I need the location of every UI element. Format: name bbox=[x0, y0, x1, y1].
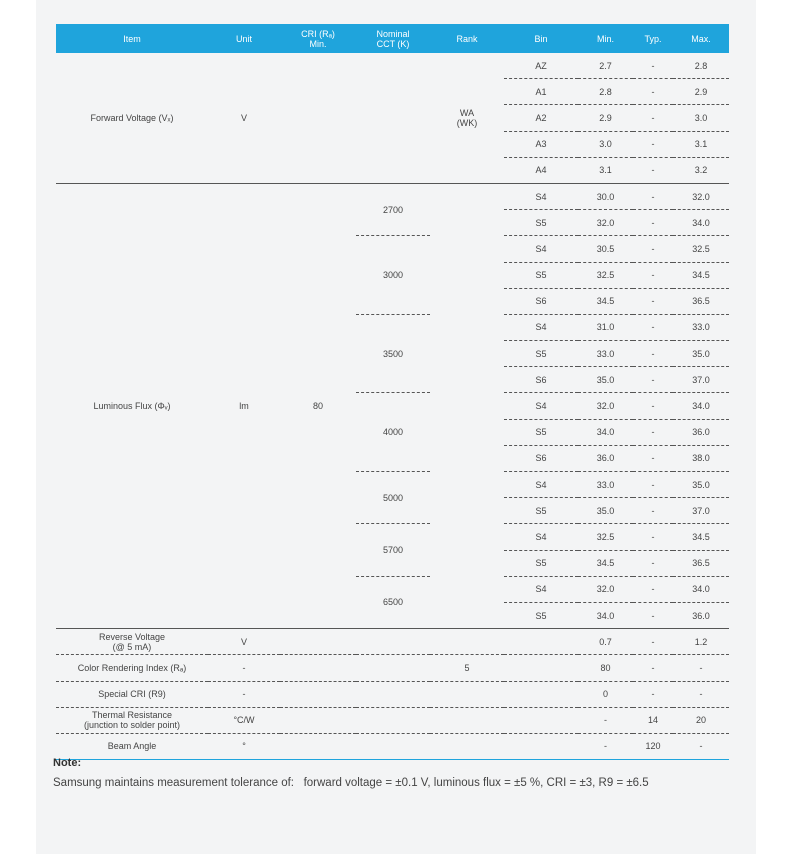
max-cell: 36.0 bbox=[673, 419, 729, 445]
cct-cell: 2700 bbox=[356, 183, 430, 235]
min-cell: 32.5 bbox=[578, 262, 633, 288]
max-cell: 2.9 bbox=[673, 79, 729, 105]
max-cell: 32.0 bbox=[673, 183, 729, 209]
bin-cell: A4 bbox=[504, 157, 578, 183]
typ-cell: - bbox=[633, 576, 673, 602]
header-item: Item bbox=[56, 24, 208, 53]
min-cell: 36.0 bbox=[578, 445, 633, 471]
bin-cell: AZ bbox=[504, 53, 578, 79]
rank-cell bbox=[430, 733, 504, 759]
min-cell: 30.0 bbox=[578, 183, 633, 209]
header-min: Min. bbox=[578, 24, 633, 53]
header-unit: Unit bbox=[208, 24, 280, 53]
cct-cell: 5000 bbox=[356, 472, 430, 524]
item-cell: Special CRI (R9) bbox=[56, 681, 208, 707]
bin-cell: S5 bbox=[504, 419, 578, 445]
unit-cell: - bbox=[208, 655, 280, 681]
table-row bbox=[56, 681, 729, 707]
bin-cell: S4 bbox=[504, 472, 578, 498]
min-cell: 32.0 bbox=[578, 576, 633, 602]
cct-cell: 5700 bbox=[356, 524, 430, 576]
max-cell: 35.0 bbox=[673, 472, 729, 498]
bin-cell: S6 bbox=[504, 445, 578, 471]
max-cell: 36.5 bbox=[673, 550, 729, 576]
cri-cell bbox=[280, 629, 356, 655]
item-cell bbox=[56, 707, 208, 733]
min-cell: 34.0 bbox=[578, 419, 633, 445]
table-row bbox=[56, 629, 729, 655]
max-cell: 35.0 bbox=[673, 341, 729, 367]
cct-cell bbox=[356, 707, 430, 733]
bin-cell: A3 bbox=[504, 131, 578, 157]
max-cell: 34.0 bbox=[673, 210, 729, 236]
item-cell: Color Rendering Index (Rₐ) bbox=[56, 655, 208, 681]
max-cell: - bbox=[673, 655, 729, 681]
lf-rank bbox=[430, 183, 504, 628]
max-cell: 34.5 bbox=[673, 524, 729, 550]
typ-cell: - bbox=[633, 183, 673, 209]
max-cell: 34.0 bbox=[673, 393, 729, 419]
bin-cell bbox=[504, 707, 578, 733]
min-cell: 3.1 bbox=[578, 157, 633, 183]
lf-item: Luminous Flux (Φᵥ) bbox=[56, 183, 208, 628]
fv-item: Forward Voltage (Vₓ) bbox=[56, 53, 208, 183]
typ-cell: - bbox=[633, 629, 673, 655]
header-cct-line2: CCT (K) bbox=[376, 38, 410, 49]
typ-cell: - bbox=[633, 602, 673, 628]
min-cell: 34.5 bbox=[578, 550, 633, 576]
min-cell: 33.0 bbox=[578, 341, 633, 367]
max-cell: 36.5 bbox=[673, 288, 729, 314]
rank-cell bbox=[430, 681, 504, 707]
bin-cell: S4 bbox=[504, 524, 578, 550]
typ-cell: - bbox=[633, 236, 673, 262]
typ-cell: - bbox=[633, 262, 673, 288]
min-cell: 2.7 bbox=[578, 53, 633, 79]
bin-cell: S4 bbox=[504, 183, 578, 209]
item-line2: (junction to solder point) bbox=[83, 720, 181, 731]
bin-cell: S4 bbox=[504, 393, 578, 419]
bin-cell bbox=[504, 681, 578, 707]
min-cell: - bbox=[578, 707, 633, 733]
fv-rank bbox=[430, 53, 504, 183]
min-cell: 0.7 bbox=[578, 629, 633, 655]
typ-cell: - bbox=[633, 524, 673, 550]
item-cell: Beam Angle bbox=[56, 733, 208, 759]
bin-cell: S5 bbox=[504, 210, 578, 236]
bin-cell: S5 bbox=[504, 262, 578, 288]
header-cct bbox=[356, 24, 430, 53]
table-row bbox=[56, 53, 729, 79]
min-cell: 35.0 bbox=[578, 498, 633, 524]
max-cell: - bbox=[673, 733, 729, 759]
min-cell: 32.0 bbox=[578, 210, 633, 236]
typ-cell: - bbox=[633, 288, 673, 314]
min-cell: 30.5 bbox=[578, 236, 633, 262]
item-cell bbox=[56, 629, 208, 655]
min-cell: 32.5 bbox=[578, 524, 633, 550]
bin-cell: S4 bbox=[504, 314, 578, 340]
min-cell: 80 bbox=[578, 655, 633, 681]
bin-cell: S5 bbox=[504, 341, 578, 367]
bin-cell: A1 bbox=[504, 79, 578, 105]
header-row bbox=[56, 24, 729, 53]
bin-cell: S5 bbox=[504, 498, 578, 524]
header-rank: Rank bbox=[430, 24, 504, 53]
min-cell: 2.9 bbox=[578, 105, 633, 131]
fv-unit: V bbox=[208, 53, 280, 183]
cct-cell: 6500 bbox=[356, 576, 430, 628]
bin-cell: S4 bbox=[504, 236, 578, 262]
max-cell: 37.0 bbox=[673, 498, 729, 524]
spec-table-body bbox=[56, 53, 729, 760]
cri-cell bbox=[280, 655, 356, 681]
cct-cell bbox=[356, 655, 430, 681]
typ-cell: - bbox=[633, 445, 673, 471]
min-cell: 3.0 bbox=[578, 131, 633, 157]
bin-cell: A2 bbox=[504, 105, 578, 131]
cri-cell bbox=[280, 707, 356, 733]
typ-cell: - bbox=[633, 79, 673, 105]
header-cri-line1: CRI (Rₐ) bbox=[301, 28, 335, 39]
cct-cell: 4000 bbox=[356, 393, 430, 472]
min-cell: - bbox=[578, 733, 633, 759]
max-cell: 33.0 bbox=[673, 314, 729, 340]
min-cell: 2.8 bbox=[578, 79, 633, 105]
item-line1: Thermal Resistance bbox=[91, 710, 173, 721]
bin-cell: S5 bbox=[504, 550, 578, 576]
typ-cell: 120 bbox=[633, 733, 673, 759]
table-row bbox=[56, 733, 729, 759]
max-cell: 37.0 bbox=[673, 367, 729, 393]
bin-cell: S6 bbox=[504, 288, 578, 314]
typ-cell: - bbox=[633, 472, 673, 498]
max-cell: 32.5 bbox=[673, 236, 729, 262]
max-cell: 34.0 bbox=[673, 576, 729, 602]
fv-rank-line2: (WK) bbox=[456, 117, 478, 128]
bin-cell bbox=[504, 629, 578, 655]
unit-cell: ° bbox=[208, 733, 280, 759]
cct-cell bbox=[356, 629, 430, 655]
max-cell: 1.2 bbox=[673, 629, 729, 655]
cct-cell: 3000 bbox=[356, 236, 430, 315]
max-cell: 34.5 bbox=[673, 262, 729, 288]
min-cell: 35.0 bbox=[578, 367, 633, 393]
unit-cell: °C/W bbox=[208, 707, 280, 733]
table-row bbox=[56, 655, 729, 681]
min-cell: 34.0 bbox=[578, 602, 633, 628]
bin-cell: S6 bbox=[504, 367, 578, 393]
unit-cell: V bbox=[208, 629, 280, 655]
min-cell: 31.0 bbox=[578, 314, 633, 340]
typ-cell: - bbox=[633, 53, 673, 79]
typ-cell: - bbox=[633, 498, 673, 524]
cct-cell bbox=[356, 681, 430, 707]
min-cell: 34.5 bbox=[578, 288, 633, 314]
item-line2: (@ 5 mA) bbox=[112, 641, 152, 652]
item-line1: Reverse Voltage bbox=[98, 631, 166, 642]
note-text: Samsung maintains measurement tolerance of: forward voltage = ±0.1 V, luminous flux = ±5 %, CRI = ±3, R9 = ±6.5 bbox=[53, 777, 649, 789]
typ-cell: 14 bbox=[633, 707, 673, 733]
max-cell: 2.8 bbox=[673, 53, 729, 79]
typ-cell: - bbox=[633, 157, 673, 183]
bin-cell: S4 bbox=[504, 576, 578, 602]
typ-cell: - bbox=[633, 341, 673, 367]
fv-cri bbox=[280, 53, 356, 183]
max-cell: 3.0 bbox=[673, 105, 729, 131]
header-cri bbox=[280, 24, 356, 53]
min-cell: 32.0 bbox=[578, 393, 633, 419]
fv-cct bbox=[356, 53, 430, 183]
header-max: Max. bbox=[673, 24, 729, 53]
min-cell: 0 bbox=[578, 681, 633, 707]
min-cell: 33.0 bbox=[578, 472, 633, 498]
bin-cell bbox=[504, 733, 578, 759]
spec-table bbox=[56, 24, 729, 760]
cct-cell: 3500 bbox=[356, 314, 430, 393]
rank-cell bbox=[430, 629, 504, 655]
max-cell: 3.2 bbox=[673, 157, 729, 183]
rank-cell: 5 bbox=[430, 655, 504, 681]
typ-cell: - bbox=[633, 105, 673, 131]
max-cell: 36.0 bbox=[673, 602, 729, 628]
max-cell: 20 bbox=[673, 707, 729, 733]
cct-cell bbox=[356, 733, 430, 759]
max-cell: - bbox=[673, 681, 729, 707]
cri-cell bbox=[280, 733, 356, 759]
unit-cell: - bbox=[208, 681, 280, 707]
header-cct-line1: Nominal bbox=[376, 28, 410, 39]
typ-cell: - bbox=[633, 393, 673, 419]
max-cell: 3.1 bbox=[673, 131, 729, 157]
fv-rank-line1: WA bbox=[459, 107, 475, 118]
cri-cell bbox=[280, 681, 356, 707]
bin-cell bbox=[504, 655, 578, 681]
table-row bbox=[56, 183, 729, 209]
max-cell: 38.0 bbox=[673, 445, 729, 471]
typ-cell: - bbox=[633, 314, 673, 340]
typ-cell: - bbox=[633, 681, 673, 707]
rank-cell bbox=[430, 707, 504, 733]
header-cri-line2: Min. bbox=[309, 38, 327, 49]
lf-cri: 80 bbox=[280, 183, 356, 628]
typ-cell: - bbox=[633, 367, 673, 393]
header-bin: Bin bbox=[504, 24, 578, 53]
note-title: Note: bbox=[53, 757, 82, 769]
typ-cell: - bbox=[633, 655, 673, 681]
header-typ: Typ. bbox=[633, 24, 673, 53]
typ-cell: - bbox=[633, 419, 673, 445]
table-row bbox=[56, 707, 729, 733]
typ-cell: - bbox=[633, 550, 673, 576]
typ-cell: - bbox=[633, 210, 673, 236]
bin-cell: S5 bbox=[504, 602, 578, 628]
typ-cell: - bbox=[633, 131, 673, 157]
lf-unit: lm bbox=[208, 183, 280, 628]
